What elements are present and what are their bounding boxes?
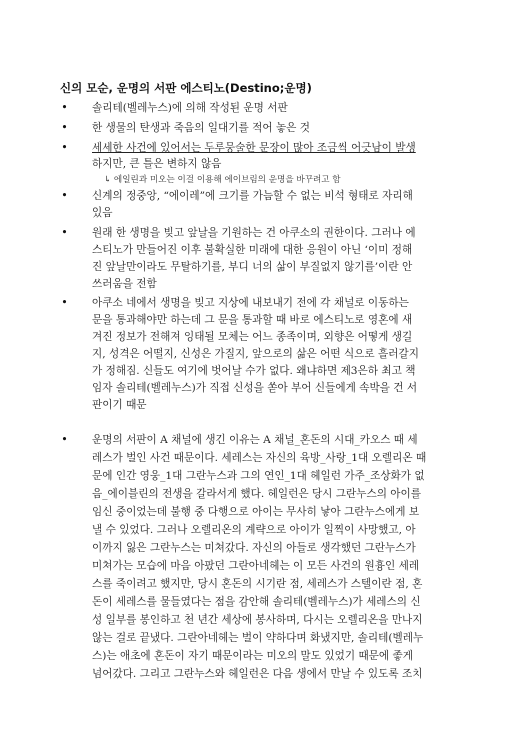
bullet-text: 돈이 세레스를 물들였다는 점을 감안해 솔리테(벨레누스)가 세레스의 신: [92, 596, 421, 608]
bullet-text: 솔리테(벨레누스)에 의해 작성된 운명 서판: [92, 102, 288, 114]
bullet-text: 넘어갔다. 그리고 그란누스와 헤일런은 다음 생에서 만날 수 있도록 조치: [92, 668, 423, 680]
bullet-text: 문에 인간 영웅_1대 그란누스과 그의 연인_1대 헤일런 가주_조상화가 없: [92, 470, 425, 482]
bullet-text: 낼 수 있었다. 그러나 오렐리온의 계략으로 아이가 일찍이 사망했고, 아: [92, 524, 416, 536]
bullet: •: [61, 433, 68, 446]
bullet-text: 않는 걸로 끝냈다. 그란아네헤는 벌이 약하다며 화냈지만, 솔리테(벨레누: [92, 632, 424, 644]
bullet-text: 스티노가 만들어진 이후 불확실한 미래에 대한 응원이 아닌 ‘이미 정해: [92, 244, 413, 256]
bullet-text: 지, 성격은 어떨지, 신성은 가질지, 앞으로의 삶은 어떤 식으로 흘러갈지: [92, 348, 419, 360]
bullet-text: 임신 중이었는데 불행 중 다행으로 아이는 무사히 낳아 그란누스에게 보: [92, 506, 420, 518]
bullet-text: 운명의 서판이 A 채널에 생긴 이유는 A 채널_혼돈의 시대_카오스 때 세: [92, 434, 418, 446]
bullet-text: 한 생물의 탄생과 죽음의 일대기를 적어 놓은 것: [92, 122, 311, 134]
bullet-text: 레스가 벌인 사건 때문이다. 세레스는 자신의 육방_사랑_1대 오렐리온 때: [92, 452, 427, 464]
bullet-text: 세세한 사건에 있어서는 두루뭉술한 문장이 많아 조금씩 어긋남이 발생: [92, 142, 416, 154]
bullet: •: [61, 141, 68, 154]
bullet-text: 가 정해짐. 신들도 여기에 벗어날 수가 없다. 왜냐하면 제3은하 최고 책: [92, 365, 416, 377]
bullet-text: 하지만, 큰 틀은 변하지 않음: [92, 158, 222, 170]
bullet: •: [61, 189, 68, 202]
bullet-text: 문을 통과해야만 하는데 그 문을 통과할 때 바로 에스티노로 영혼에 새: [92, 314, 413, 326]
bullet-text: 원래 한 생명을 빚고 앞날을 기원하는 건 아쿠소의 권한이다. 그러나 에: [92, 227, 416, 239]
bullet-text: 임자 솔리테(벨레누스)가 직접 신성을 쏟아 부어 신들에게 속박을 건 서: [92, 382, 418, 394]
bullet-text: 성 일부를 봉인하고 천 년간 세상에 봉사하며, 다시는 오렐리온을 만나지: [92, 614, 423, 626]
bullet-text: 진 앞날만이라도 무탈하기를, 부디 너의 삶이 부질없지 않기를’이란 안: [92, 261, 413, 273]
bullet: •: [61, 226, 68, 239]
bullet: •: [61, 296, 68, 309]
bullet-text: 미쳐가는 모습에 마음 아팠던 그란아네헤는 이 모든 사건의 원흉인 세레: [92, 560, 420, 572]
sub-note: ↳ 에일린과 미오는 이걸 이용해 에이브림의 운명을 바꾸려고 함: [104, 175, 341, 185]
bullet-text: 있음: [92, 207, 113, 219]
bullet-text: 신계의 정중앙, “에이레”에 크기를 가늠할 수 없는 비석 형태로 자리해: [92, 190, 413, 202]
bullet-text: 아쿠소 네에서 생명을 빚고 지상에 내보내기 전에 각 채널로 이동하는: [92, 297, 409, 309]
bullet: •: [61, 101, 68, 114]
bullet-text: 스를 죽이려고 했지만, 당시 혼돈의 시기란 점, 세레스가 스텔이란 점, 혼: [92, 578, 423, 590]
bullet-text: 이까지 잃은 그란누스는 미쳐갔다. 자신의 아들로 생각했던 그란누스가: [92, 542, 416, 554]
bullet-text: 스)는 애초에 혼돈이 자기 때문이라는 미오의 말도 있었기 때문에 좋게: [92, 650, 413, 662]
document-title: 신의 모순, 운명의 서판 에스티노(Destino;운명): [60, 81, 312, 95]
bullet-text: 음_에이블린의 전생을 갈라서게 했다. 헤일런은 당시 그란누스의 아이를: [92, 488, 422, 500]
bullet-text: 쓰러움을 전함: [92, 278, 157, 290]
bullet-text: 판이기 때문: [92, 399, 147, 411]
bullet: •: [61, 121, 68, 134]
bullet-text: 겨진 정보가 전해져 잉태될 모체는 어느 종족이며, 외향은 어떻게 생길: [92, 331, 413, 343]
